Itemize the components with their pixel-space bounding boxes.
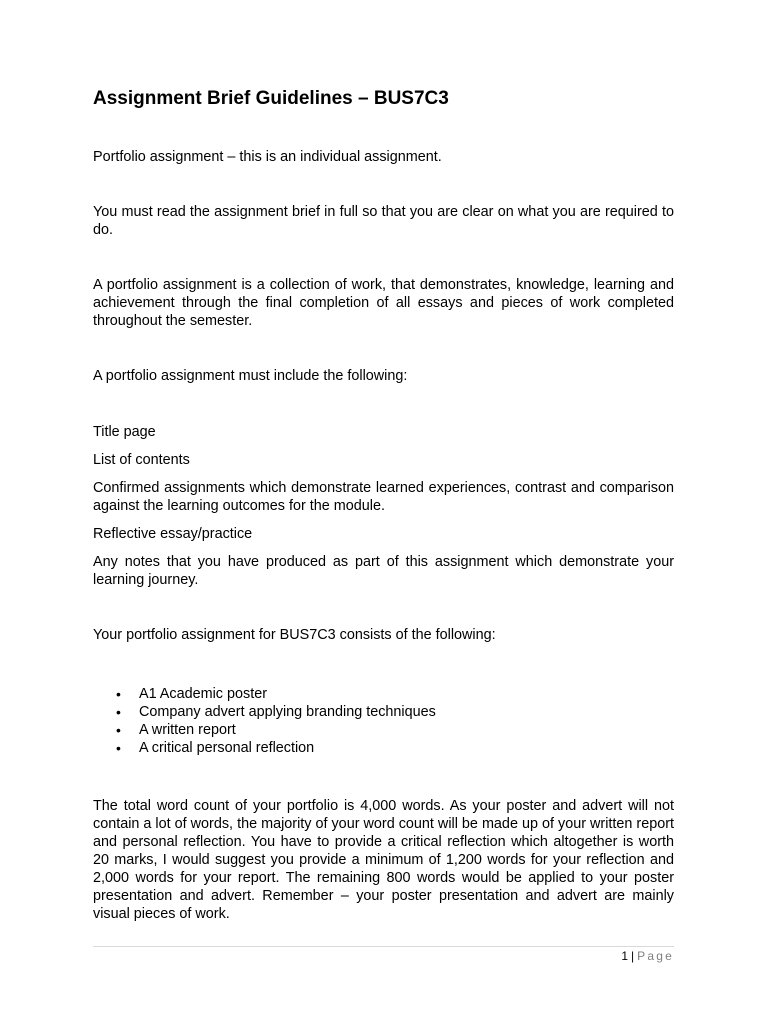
component-list — [93, 685, 674, 757]
list-item — [93, 685, 674, 703]
list-item-text: A written report — [139, 722, 236, 738]
document-title: Assignment Brief Guidelines – BUS7C3 — [93, 88, 449, 109]
bullet-icon: • — [116, 704, 121, 720]
include-item-title-page: Title page — [93, 424, 156, 440]
list-item — [93, 739, 674, 757]
page-separator: | — [631, 949, 635, 963]
intro-paragraph: Portfolio assignment – this is an individual assignment. — [93, 149, 442, 165]
list-item-text: A critical personal reflection — [139, 740, 315, 756]
footer-divider — [93, 946, 674, 947]
bullet-icon: • — [116, 740, 121, 756]
page-footer — [621, 948, 674, 964]
include-item-list-of-contents: List of contents — [93, 452, 190, 468]
list-item — [93, 721, 674, 739]
include-item-confirmed-assignments: Confirmed assignments which demonstrate learned experiences, contrast and comparison against the learning outcomes for the module. — [93, 480, 674, 514]
bullet-icon: • — [116, 686, 121, 702]
include-item-reflective-essay: Reflective essay/practice — [93, 526, 253, 542]
bus7c3-heading: Your portfolio assignment for BUS7C3 consists of the following: — [93, 627, 496, 643]
include-heading: A portfolio assignment must include the following: — [93, 368, 408, 384]
page-label: Page — [637, 949, 674, 963]
word-count-paragraph: The total word count of your portfolio is 4,000 words. As your poster and advert will not contain a lot of words, the majority of your word count will be made up of your written report and personal reflection. You have to provide a critical reflection which altogether is worth 20 marks, I would suggest you provide a minimum of 1,200 words for your reflection and 2,000 words for your report. The remaining 800 words would be applied to your poster presentation and advert. Remember – your poster presentation and advert are mainly visual pieces of work. — [93, 798, 674, 922]
read-brief-paragraph: You must read the assignment brief in full so that you are clear on what you are required to do. — [93, 204, 674, 238]
list-item — [93, 703, 674, 721]
list-item-text: A1 Academic poster — [139, 686, 267, 702]
portfolio-definition-paragraph: A portfolio assignment is a collection of work, that demonstrates, knowledge, learning and achievement through the final completion of all essays and pieces of work completed throughout the semester. — [93, 277, 674, 329]
document-body — [93, 86, 674, 923]
include-item-notes: Any notes that you have produced as part of this assignment which demonstrate your learning journey. — [93, 554, 674, 588]
list-item-text: Company advert applying branding techniques — [139, 704, 436, 720]
page-number: 1 — [621, 949, 629, 963]
bullet-icon: • — [116, 722, 121, 738]
